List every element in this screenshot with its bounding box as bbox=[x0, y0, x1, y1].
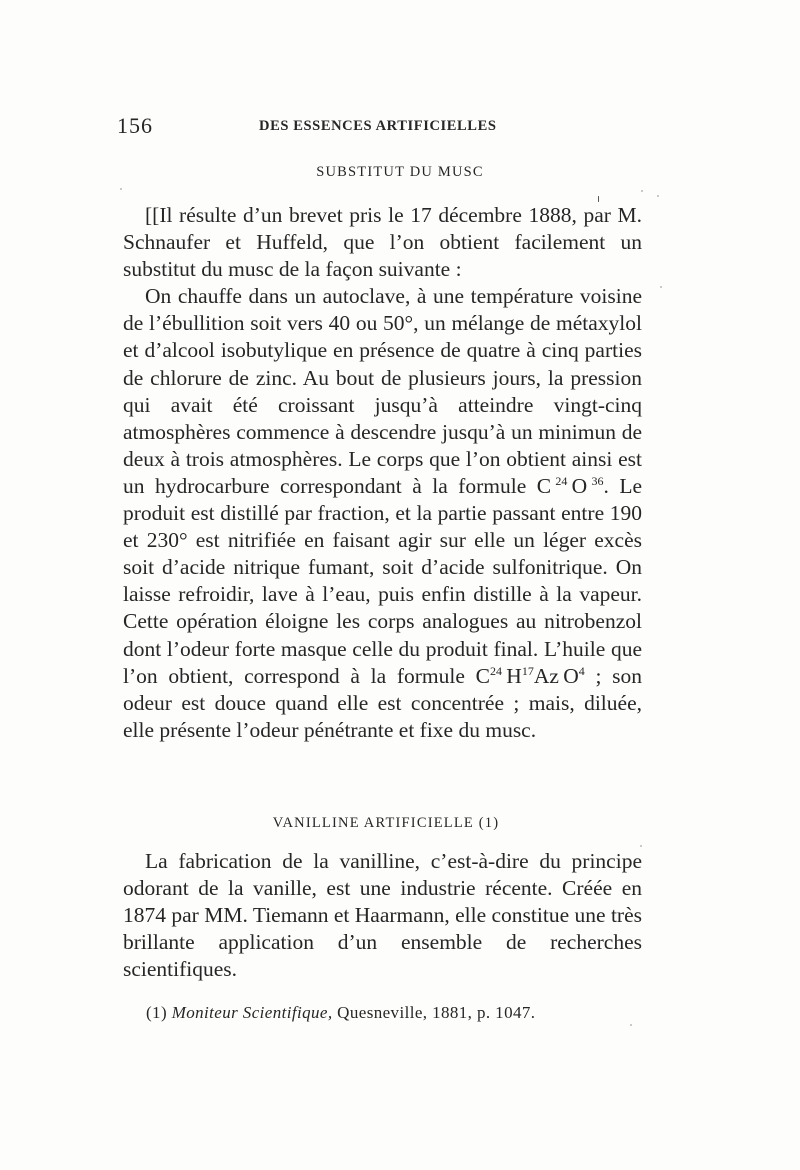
running-head: DES ESSENCES ARTIFICIELLES bbox=[259, 118, 497, 134]
section-title-musc: SUBSTITUT DU MUSC bbox=[316, 164, 484, 180]
footnote-reference: Quesneville, 1881, p. 1047. bbox=[337, 1003, 536, 1022]
footnote-marker: (1) bbox=[146, 1003, 168, 1022]
section-body-vanilline bbox=[123, 848, 642, 983]
paragraph-procede bbox=[123, 283, 642, 744]
formula-hydrocarbure bbox=[537, 474, 604, 498]
procede-text-2: . Le produit est distillé par fraction, et la partie passant entre 190 et 230° est nitrifiée en faisant agir sur elle un léger excès soit d’acide nitrique fumant, soit d’acide sulfonitrique. On laisse refroidir, lave à l’eau, puis enfin distille à la vapeur. Cette opération éloigne les corps analogues au nitrobenzol dont l’odeur forte masque celle du produit final. L’huile que l’on obtient, correspond à la formule bbox=[123, 473, 642, 688]
paragraph-vanilline: La fabrication de la vanilline, c’est-à-dire du principe odorant de la vanille, est une industrie récente. Créée en 1874 par MM. Tiemann et Haarmann, elle constitue une très brillante application d’un ensemble de recherches scientifiques. bbox=[123, 849, 642, 982]
formula-index-c: 24 bbox=[555, 473, 568, 488]
formula-element-o: O bbox=[571, 473, 588, 498]
formula2-index-h: 17 bbox=[521, 663, 534, 678]
page-number: 156 bbox=[117, 113, 153, 138]
print-speck bbox=[640, 845, 642, 847]
footnote bbox=[146, 1003, 535, 1023]
formula-index-o: 36 bbox=[591, 473, 604, 488]
print-speck bbox=[120, 188, 122, 190]
print-speck bbox=[660, 286, 662, 288]
procede-text-1: On chauffe dans un autoclave, à une température voisine de l’ébullition soit vers 40 ou 50°, un mélange de métaxylol et d’alcool isobutylique en présence de quatre à cinq parties de chlorure de zinc. Au bout de plusieurs jours, la pression qui avait été croissant jusqu’à atteindre vingt-cinq atmosphères commence à descendre jusqu’à un minimun de deux à trois atmosphères. Le corps que l’on obtient ainsi est un hydrocarbure correspondant à la formule bbox=[123, 284, 642, 498]
print-speck bbox=[598, 196, 599, 202]
procede-text-3: ; son odeur est douce quand elle est concentrée ; mais, diluée, elle présente l’odeur pénétrante et fixe du musc. bbox=[123, 663, 642, 742]
formula2-element-az: Az bbox=[533, 663, 559, 688]
formula2-index-o: 4 bbox=[578, 663, 585, 678]
print-speck bbox=[630, 1024, 632, 1026]
print-speck bbox=[657, 195, 659, 197]
print-speck bbox=[641, 190, 643, 192]
page-header bbox=[117, 113, 682, 137]
formula2-index-c: 24 bbox=[489, 663, 502, 678]
footnote-journal: Moniteur Scientifique, bbox=[171, 1003, 333, 1022]
section-body-musc bbox=[123, 202, 642, 744]
formula2-element-o: O bbox=[563, 663, 579, 688]
section-title-vanilline: VANILLINE ARTIFICIELLE (1) bbox=[272, 815, 500, 831]
formula-musc bbox=[476, 664, 585, 688]
paragraph-brevet: [[Il résulte d’un brevet pris le 17 décembre 1888, par M. Schnaufer et Huffeld, que l’on obtient facilement un substitut du musc de la façon suivante : bbox=[123, 203, 642, 282]
formula2-element-h: H bbox=[506, 663, 522, 688]
formula2-element-c: C bbox=[475, 663, 490, 688]
formula-element-c: C bbox=[536, 473, 552, 498]
